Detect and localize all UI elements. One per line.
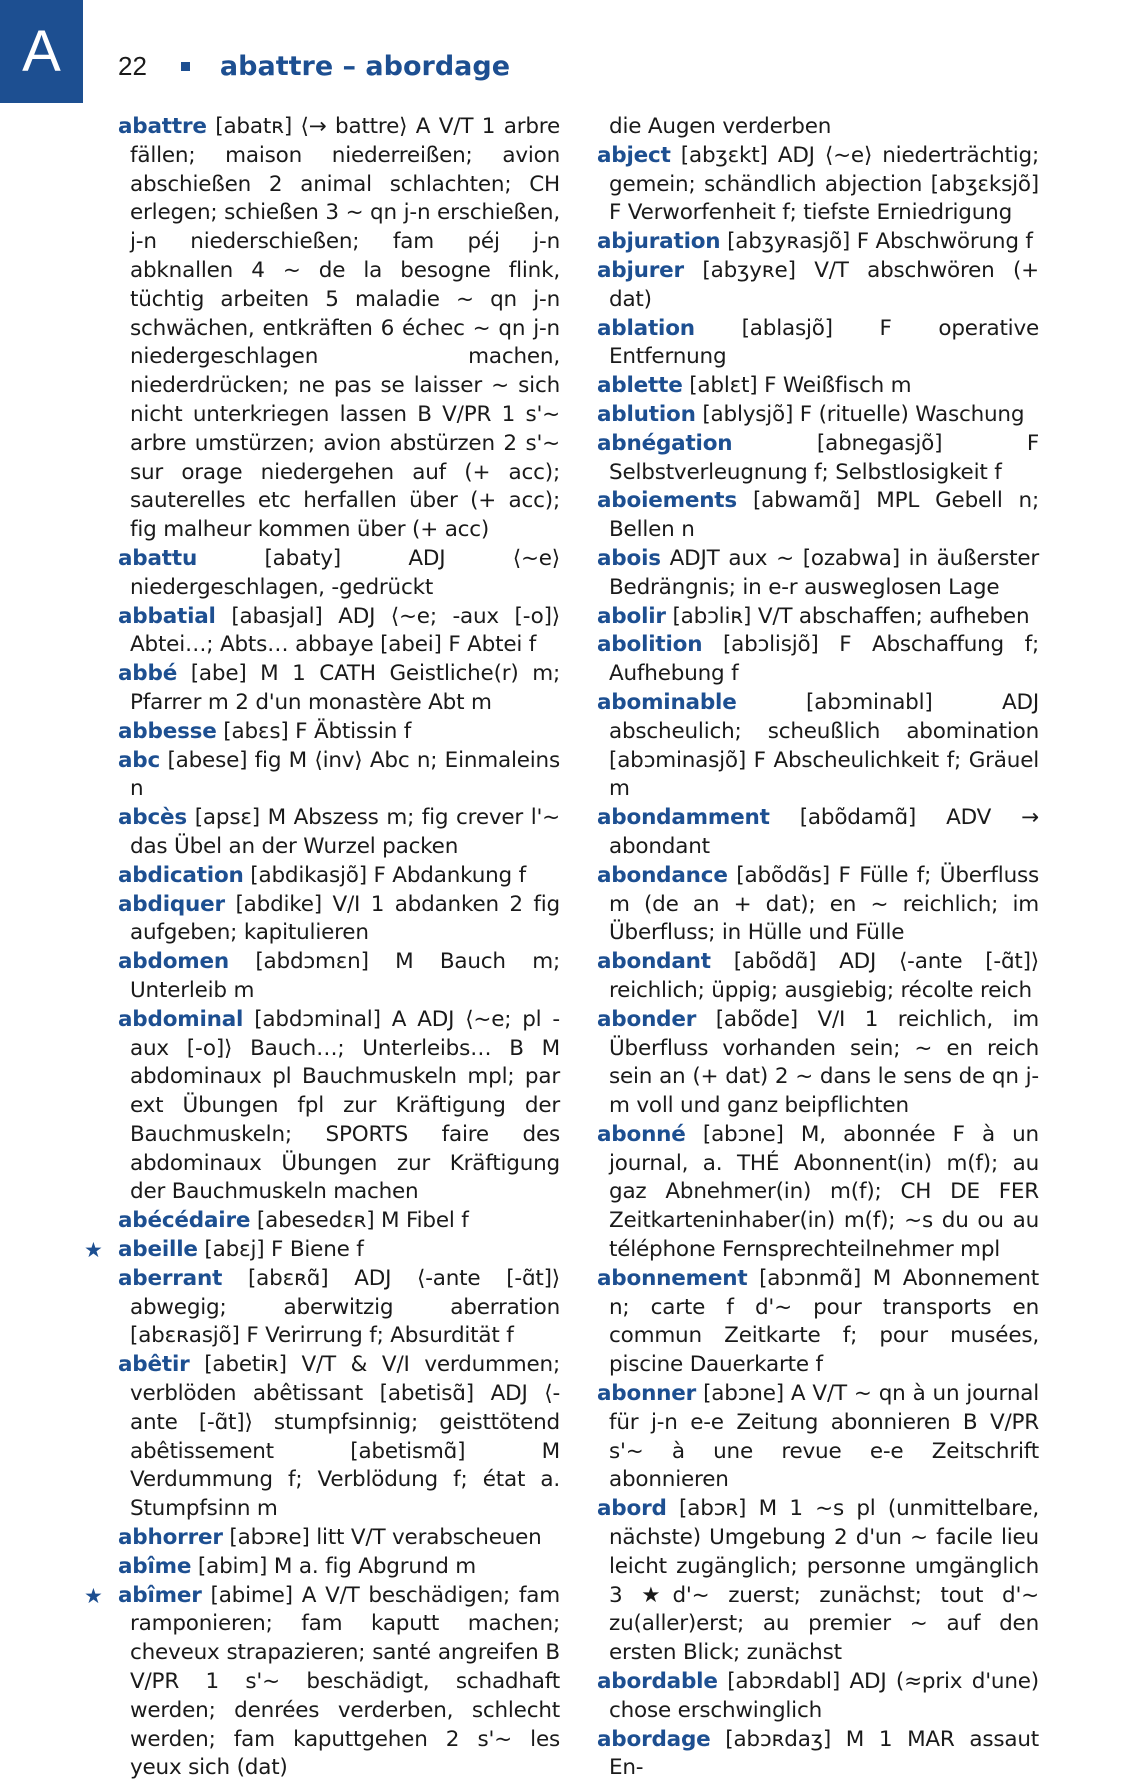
dictionary-entry bbox=[118, 718, 560, 747]
dictionary-entry bbox=[597, 603, 1039, 632]
headword: abnégation bbox=[597, 430, 733, 456]
entry-text: [abdɔmɛn] M Bauch m; Unterleib m bbox=[130, 949, 560, 1003]
entry-text: [abe] M 1 CATH Geistliche(r) m; Pfarrer m 2 d'un monastère Abt m bbox=[130, 661, 560, 715]
entry-text: [abim] M a. fig Abgrund m bbox=[197, 1553, 477, 1579]
dictionary-entry bbox=[118, 891, 560, 949]
entry-text: [ablɛt] F Weißfisch m bbox=[689, 373, 912, 399]
dictionary-entry bbox=[597, 948, 1039, 1006]
entry-text: [abɔlisjõ] F Abschaffung f; Aufhebung f bbox=[609, 632, 1039, 687]
entry-text: [abɔʀe] litt V/T verabscheuen bbox=[229, 1525, 542, 1551]
entry-text: [abʒyʀasjõ] F Abschwörung f bbox=[727, 229, 1033, 255]
headword: ablution bbox=[597, 401, 696, 427]
dictionary-entry bbox=[597, 804, 1039, 862]
headword: abîme bbox=[118, 1553, 192, 1579]
headword: abattu bbox=[118, 545, 198, 571]
headword: abeille bbox=[118, 1237, 198, 1263]
dictionary-entry bbox=[84, 1236, 560, 1265]
headword: abécédaire bbox=[118, 1208, 251, 1234]
entry-text: [abõde] V/I 1 reichlich, im Überfluss vorhanden sein; ~ en reich sein an (+ dat) 2 ~ dans le sens de qn j-m voll und ganz beipflichten bbox=[609, 1006, 1039, 1119]
headword: abolition bbox=[597, 632, 703, 658]
entry-text: [abɛj] F Biene f bbox=[204, 1237, 364, 1263]
entry-text: [abɔminabl] ADJ abscheulich; scheußlich abomination [abɔminasjõ] F Abscheulichkeit f; Gräuel m bbox=[609, 689, 1039, 802]
dictionary-entry bbox=[597, 1726, 1039, 1784]
headword: abbatial bbox=[118, 603, 216, 629]
headword: abjuration bbox=[597, 229, 721, 255]
entry-text: [abɔne] M, abonnée F à un journal, a. THÉ Abonnent(in) m(f); au gaz Abnehmer(in) m(f); CH DE FER Zeitkarteninhaber(in) m(f); ~s du ou au téléphone Fernsprechteilnehmer mpl bbox=[609, 1121, 1039, 1263]
dictionary-entry bbox=[118, 1207, 560, 1236]
headword: abject bbox=[597, 142, 671, 168]
entry-text: [abdikasjõ] F Abdankung f bbox=[250, 862, 527, 888]
star-icon: ★ bbox=[84, 1583, 103, 1608]
headword: abc bbox=[118, 747, 161, 773]
dictionary-entry bbox=[597, 631, 1039, 689]
headword: abbé bbox=[118, 661, 178, 687]
entry-text: [abatʀ] ⟨→ battre⟩ A V/T 1 arbre fällen; maison niederreißen; avion abschießen 2 animal schlachten; CH erlegen; schießen 3 ~ qn j-n erschießen, j-n niederschießen; fam péj j-n abknallen 4 ~ de la besogne flink, tüchtig arbeiten 5 maladie ~ qn j-n schwächen, entkräften 6 échec ~ qn j-n niedergeschlagen machen, niederdrücken; ne pas se laisser ~ sich nicht unterkriegen lassen B V/PR 1 s'~ arbre umstürzen; avion abstürzen 2 s'~ sur orage niedergehen auf (+ acc); sauterelles etc herfallen über (+ acc); fig malheur kommen über (+ acc) bbox=[130, 114, 560, 543]
entry-text: [ablasjõ] F operative Entfernung bbox=[609, 315, 1039, 370]
dictionary-entry bbox=[597, 430, 1039, 488]
dictionary-entry bbox=[597, 545, 1039, 603]
entry-text: [abetiʀ] V/T & V/I verdummen; verblöden abêtissant [abetisɑ̃] ADJ ⟨-ante [-ɑ̃t]⟩ stumpfsinnig; geisttötend abêtissement [abetismɑ̃] M Verdummung f; Verblödung f; état a. Stumpfsinn m bbox=[130, 1352, 560, 1522]
page-range: abattre – abordage bbox=[219, 50, 511, 82]
entry-text: [ablysjõ] F (rituelle) Waschung bbox=[702, 401, 1025, 427]
headword: abondance bbox=[597, 862, 728, 888]
headword: abdiquer bbox=[118, 891, 225, 917]
dictionary-entry bbox=[597, 257, 1039, 315]
entry-text: [abnegasjõ] F Selbstverleugnung f; Selbstlosigkeit f bbox=[609, 430, 1039, 485]
entry-text: [abɛʀɑ̃] ADJ ⟨-ante [-ɑ̃t]⟩ abwegig; aberwitzig aberration [abɛʀasjõ] F Verirrung f; Absurdität f bbox=[130, 1265, 560, 1349]
headword: abordage bbox=[597, 1726, 711, 1752]
headword: abonder bbox=[597, 1006, 697, 1032]
headword: abordable bbox=[597, 1669, 718, 1695]
headword: abord bbox=[597, 1496, 667, 1522]
headword: abcès bbox=[118, 805, 188, 831]
entry-text: [abɔliʀ] V/T abschaffen; aufheben bbox=[672, 603, 1030, 629]
header-separator bbox=[181, 62, 190, 71]
headword: abîmer bbox=[118, 1582, 202, 1608]
entry-text: [abese] fig M ⟨inv⟩ Abc n; Einmaleins n bbox=[130, 747, 560, 802]
dictionary-entry bbox=[118, 113, 560, 545]
dictionary-entry bbox=[118, 1553, 560, 1582]
entry-text: [abesedɛʀ] M Fibel f bbox=[256, 1208, 469, 1234]
headword: ablette bbox=[597, 373, 683, 399]
headword: abolir bbox=[597, 603, 666, 629]
dictionary-entry bbox=[597, 315, 1039, 373]
dictionary-entry bbox=[118, 603, 560, 661]
dictionary-entry bbox=[118, 948, 560, 1006]
entry-text: [abasjal] ADJ ⟨~e; -aux [-o]⟩ Abtei…; Abts… abbaye [abei] F Abtei f bbox=[130, 603, 560, 658]
headword: abondant bbox=[597, 949, 711, 975]
entry-text: [abʒɛkt] ADJ ⟨~e⟩ niederträchtig; gemein; schändlich abjection [abʒɛksjõ] F Verworfenheit f; tiefste Erniedrigung bbox=[609, 142, 1039, 226]
entry-text: [abõdɑ̃s] F Fülle f; Überfluss m (de an + dat); en ~ reichlich; im Überfluss; in Hülle und Fülle bbox=[609, 862, 1040, 946]
dictionary-entry bbox=[118, 1524, 560, 1553]
entry-text: [apsɛ] M Abszess m; fig crever l'~ das Übel an der Wurzel packen bbox=[130, 805, 560, 859]
entry-text: [abaty] ADJ ⟨~e⟩ niedergeschlagen, -gedrückt bbox=[130, 545, 560, 600]
headword: abonné bbox=[597, 1121, 686, 1147]
headword: abêtir bbox=[118, 1352, 190, 1378]
headword: abondamment bbox=[597, 805, 770, 831]
dictionary-entry bbox=[597, 142, 1039, 228]
dictionary-entry bbox=[118, 1006, 560, 1208]
dictionary-entry bbox=[597, 372, 1039, 401]
entry-text: [abõdɑ̃] ADJ ⟨-ante [-ɑ̃t]⟩ reichlich; üppig; ausgiebig; récolte reich bbox=[609, 949, 1039, 1003]
dictionary-entry bbox=[118, 747, 560, 805]
headword: abdication bbox=[118, 862, 244, 888]
dictionary-entry bbox=[597, 1265, 1039, 1380]
entry-text: [abɔʀdabl] ADJ (≈prix d'une) chose erschwinglich bbox=[609, 1669, 1039, 1723]
entry-text: [abɔne] A V/T ~ qn à un journal für j-n e-e Zeitung abonnieren B V/PR s'~ à une revue e-e Zeitschrift abonnieren bbox=[609, 1381, 1039, 1493]
headword: aboiements bbox=[597, 488, 737, 514]
entry-text: [abdike] V/I 1 abdanken 2 fig aufgeben; kapitulieren bbox=[130, 891, 560, 946]
entry-text: [abɔʀdaʒ] M 1 MAR assaut En- bbox=[609, 1726, 1039, 1781]
page-number: 22 bbox=[118, 50, 147, 81]
entry-text: [abɔʀ] M 1 ~s pl (unmittelbare, nächste) Umgebung 2 d'un ~ facile lieu leicht zugänglich; personne umgänglich 3 ★d'~ zuerst; zunächst; tout d'~ zu(aller)erst; au premier ~ auf den ersten Blick; zunächst bbox=[609, 1496, 1039, 1666]
dictionary-entry bbox=[597, 862, 1039, 948]
dictionary-entry bbox=[118, 660, 560, 718]
headword: abonner bbox=[597, 1381, 697, 1407]
entry-text: die Augen verderben bbox=[609, 114, 832, 139]
dictionary-entry bbox=[118, 862, 560, 891]
dictionary-entry bbox=[597, 1121, 1039, 1265]
headword: abhorrer bbox=[118, 1525, 223, 1551]
dictionary-entry bbox=[597, 1006, 1039, 1121]
dictionary-entry bbox=[597, 689, 1039, 804]
dictionary-entry bbox=[597, 113, 1039, 142]
dictionary-entry bbox=[118, 1351, 560, 1524]
entry-text: [abʒyʀe] V/T abschwören (+ dat) bbox=[609, 257, 1040, 312]
dictionary-entry bbox=[597, 1380, 1039, 1495]
entry-text: [abime] A V/T beschädigen; fam ramponieren; fam kaputt machen; cheveux strapazieren; santé angreifen B V/PR 1 s'~ beschädigt, schadhaft werden; denrées verderben, schlecht werden; fam kaputtgehen 2 s'~ les yeux sich (dat) bbox=[130, 1582, 561, 1781]
entry-text: [abdɔminal] A ADJ ⟨~e; pl -aux [-o]⟩ Bauch…; Unterleibs… B M abdominaux pl Bauchmuskeln mpl; par ext Übungen fpl zur Kräftigung der Bauchmuskeln; SPORTS faire des abdominaux Übungen zur Kräftigung der Bauchmuskeln machen bbox=[130, 1006, 560, 1205]
headword: abattre bbox=[118, 114, 207, 139]
entry-text: [abɛs] F Äbtissin f bbox=[223, 718, 412, 744]
entry-text: [abõdamɑ̃] ADV → abondant bbox=[609, 805, 1039, 859]
star-icon: ★ bbox=[84, 1238, 103, 1263]
dictionary-entry bbox=[597, 1495, 1039, 1668]
headword: ablation bbox=[597, 315, 695, 341]
headword: abdomen bbox=[118, 949, 229, 975]
headword: abjurer bbox=[597, 257, 684, 283]
page-header bbox=[118, 46, 510, 86]
entry-text: [abɔnmɑ̃] M Abonnement n; carte f d'~ pour transports en commun Zeitkarte f; pour musées, piscine Dauerkarte f bbox=[609, 1265, 1039, 1378]
headword: abdominal bbox=[118, 1006, 244, 1032]
dictionary-entry bbox=[118, 804, 560, 862]
headword: abbesse bbox=[118, 718, 217, 744]
dictionary-entry bbox=[597, 401, 1039, 430]
dictionary-entry bbox=[84, 1582, 561, 1784]
letter-tab: A bbox=[0, 0, 83, 103]
left-column bbox=[84, 113, 561, 1783]
dictionary-entry bbox=[597, 1668, 1039, 1726]
entry-text: ADJT aux ~ [ozabwa] in äußerster Bedrängnis; in e-r ausweglosen Lage bbox=[609, 545, 1039, 600]
headword: aberrant bbox=[118, 1265, 223, 1291]
dictionary-entry bbox=[597, 228, 1039, 257]
right-column bbox=[597, 113, 1039, 1783]
headword: abois bbox=[597, 545, 661, 571]
dictionary-entry bbox=[118, 545, 560, 603]
entry-text: [abwamɑ̃] MPL Gebell n; Bellen n bbox=[609, 488, 1040, 543]
dictionary-entry bbox=[597, 487, 1039, 545]
headword: abominable bbox=[597, 689, 737, 715]
headword: abonnement bbox=[597, 1265, 748, 1291]
dictionary-entry bbox=[118, 1265, 560, 1351]
